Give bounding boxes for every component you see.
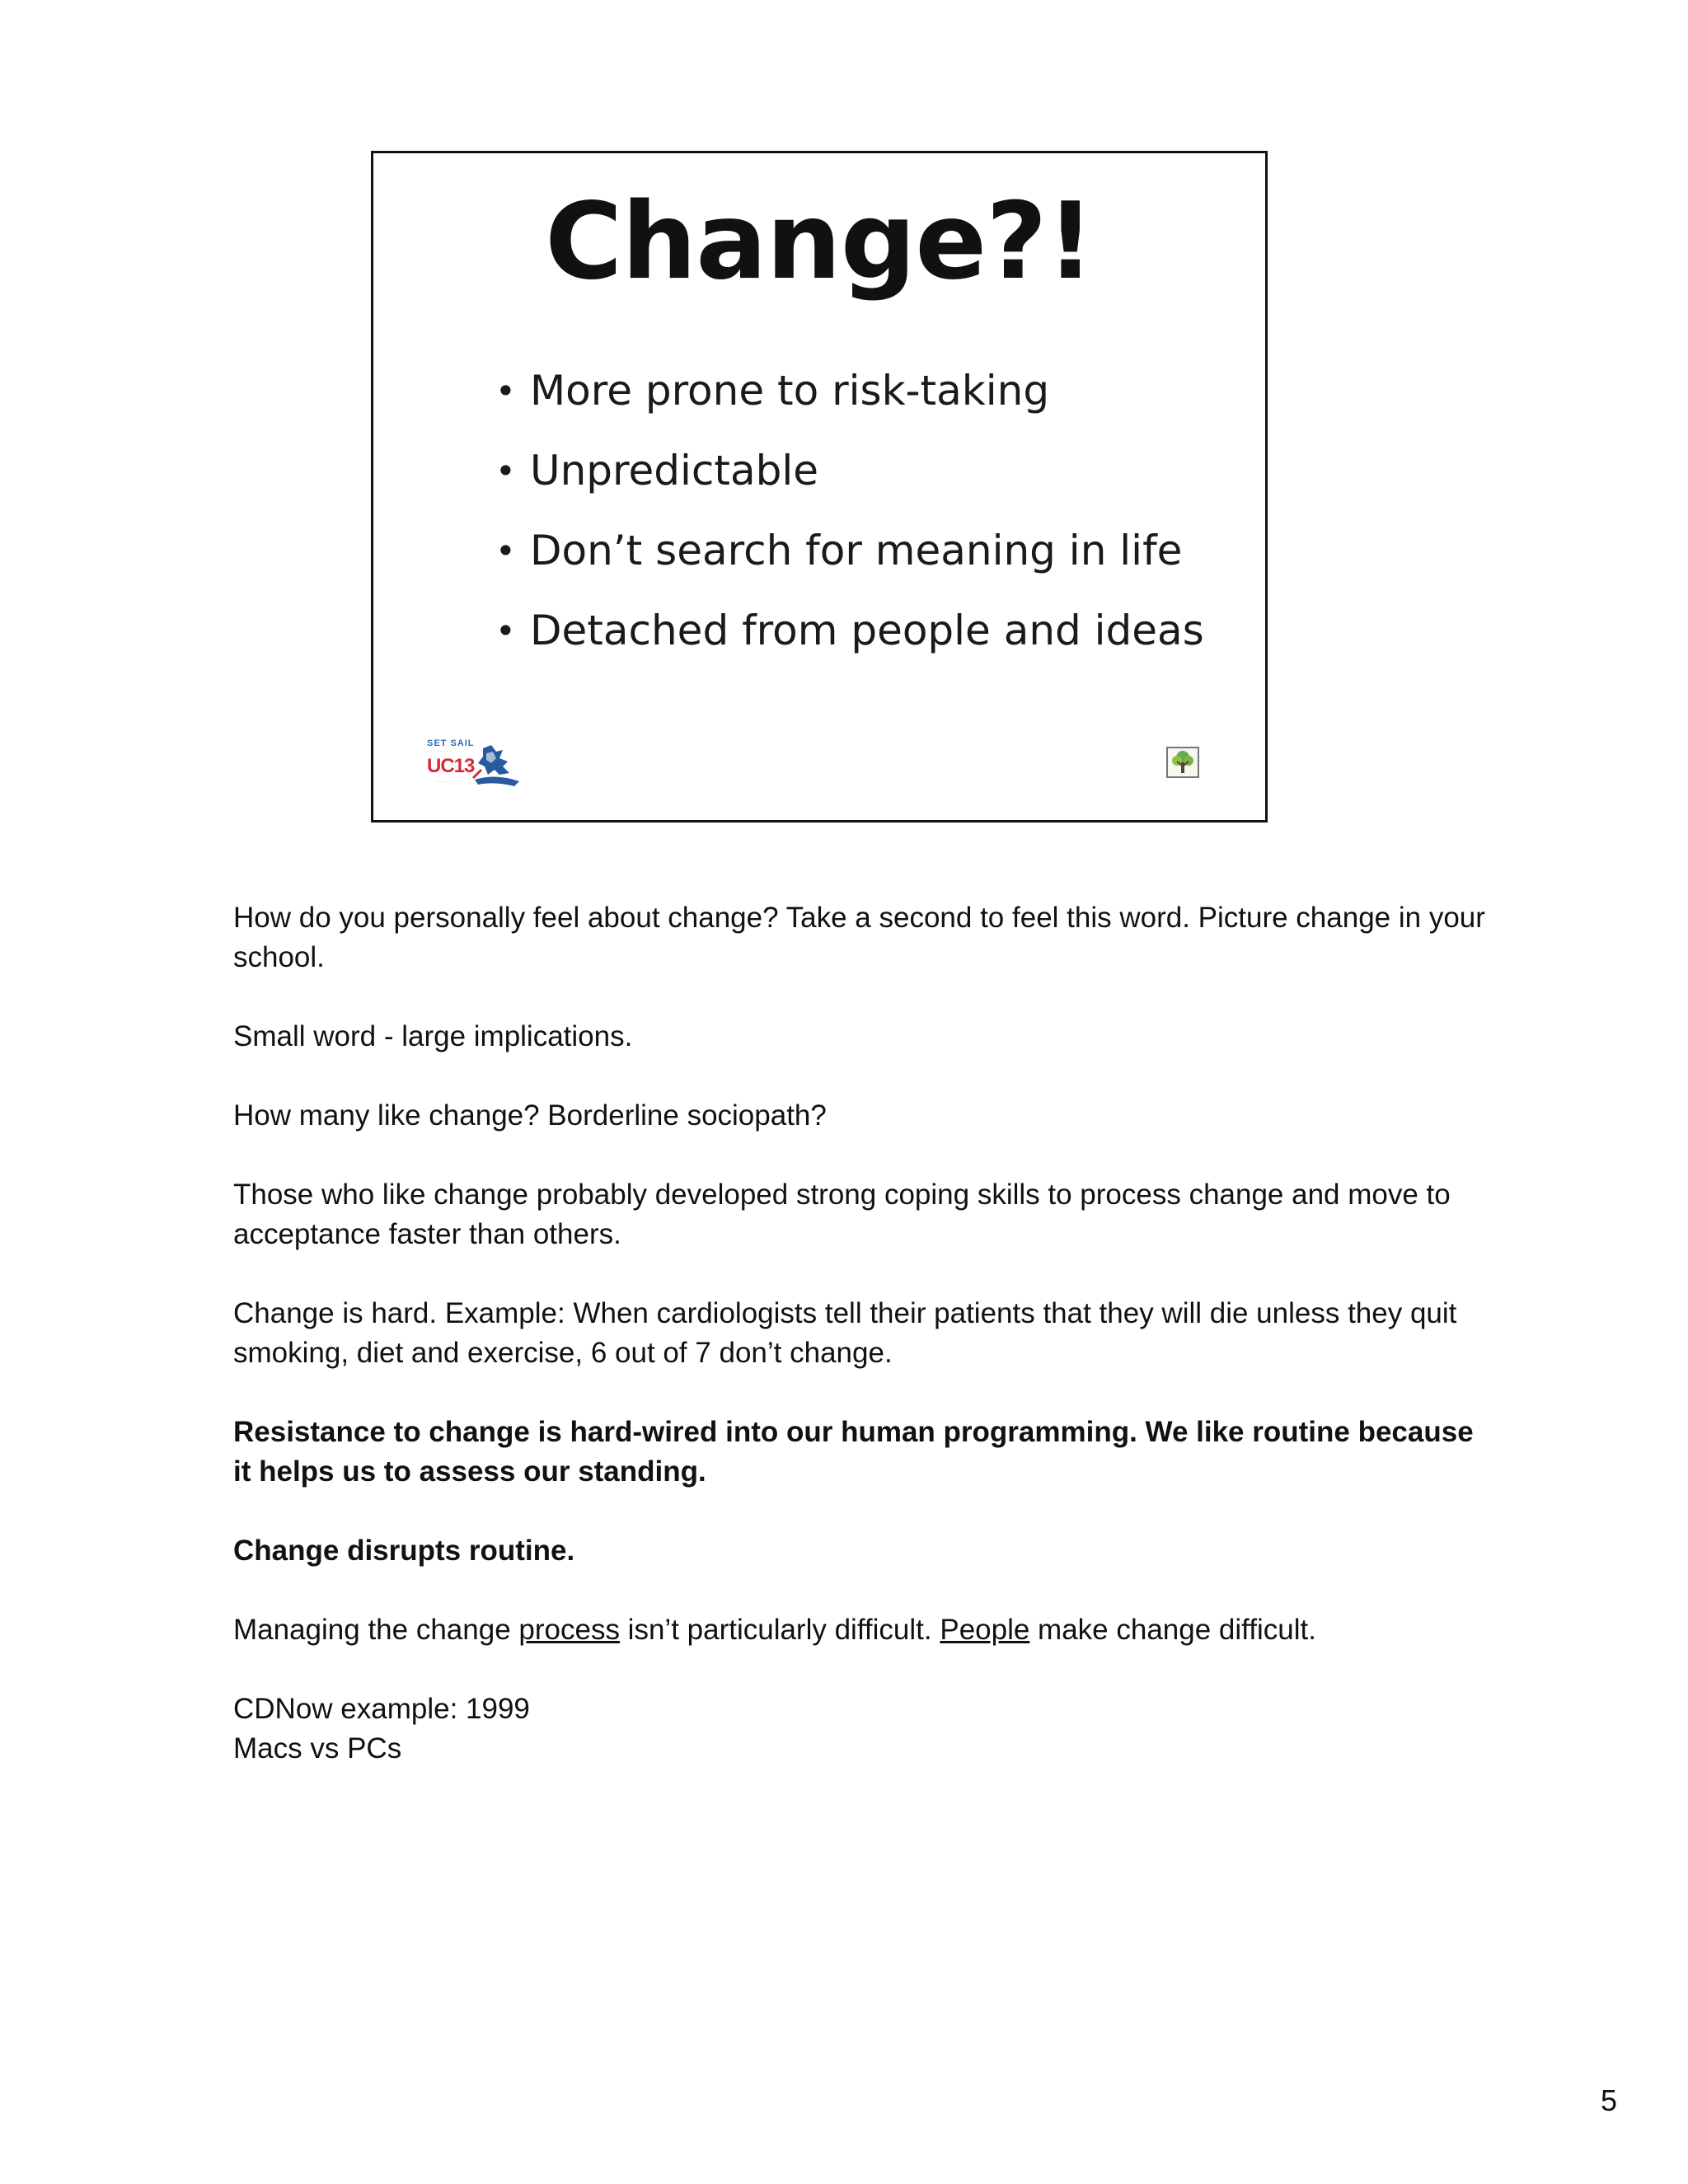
slide-bullet: • More prone to risk-taking bbox=[495, 351, 1204, 431]
uc13-logo bbox=[427, 738, 534, 796]
notes-paragraph: How do you personally feel about change? Take a second to feel this word. Picture change in your school. bbox=[233, 902, 1485, 973]
notes-line: Macs vs PCs bbox=[233, 1732, 402, 1765]
notes-text: make change difficult. bbox=[1029, 1614, 1316, 1646]
slide-bullet: • Detached from people and ideas bbox=[495, 591, 1204, 671]
notes-paragraph-managing bbox=[233, 1610, 1486, 1650]
slide-bullet: • Unpredictable bbox=[495, 431, 1204, 511]
logo-bottom-text: ····· bbox=[437, 780, 449, 785]
notes-text: Managing the change bbox=[233, 1614, 519, 1646]
page-number: 5 bbox=[1600, 2083, 1617, 2117]
notes-paragraph: Small word - large implications. bbox=[233, 1020, 633, 1052]
notes-paragraph: Change is hard. Example: When cardiologists tell their patients that they will die unless they quit smoking, diet and exercise, 6 out of 7 don’t change. bbox=[233, 1297, 1457, 1369]
slide-title: Change?! bbox=[545, 180, 1094, 303]
notes-bold-paragraph: Change disrupts routine. bbox=[233, 1535, 575, 1567]
logo-main-text: UC13 bbox=[427, 755, 475, 777]
logo-top-text: SET SAIL bbox=[427, 738, 475, 748]
slide-thumbnail bbox=[371, 151, 1268, 823]
tree-icon bbox=[1166, 747, 1199, 778]
ship-logo-icon bbox=[467, 742, 524, 793]
slide-bullet: • Don’t search for meaning in life bbox=[495, 511, 1204, 591]
underlined-people: People bbox=[940, 1614, 1030, 1646]
notes-paragraph: How many like change? Borderline sociopath? bbox=[233, 1099, 827, 1132]
underlined-process: process bbox=[518, 1614, 620, 1646]
speaker-notes bbox=[233, 898, 1486, 1808]
notes-bold-paragraph: Resistance to change is hard-wired into our human programming. We like routine because it helps us to assess our standing. bbox=[233, 1416, 1474, 1488]
notes-text: isn’t particularly difficult. bbox=[619, 1614, 940, 1646]
notes-paragraph: Those who like change probably developed strong coping skills to process change and move to acceptance faster than others. bbox=[233, 1179, 1451, 1250]
notes-line: CDNow example: 1999 bbox=[233, 1693, 530, 1725]
logo-subtext: ········ bbox=[427, 749, 453, 754]
slide-bullet-list bbox=[495, 351, 1204, 671]
notes-paragraph-examples bbox=[233, 1690, 1486, 1769]
